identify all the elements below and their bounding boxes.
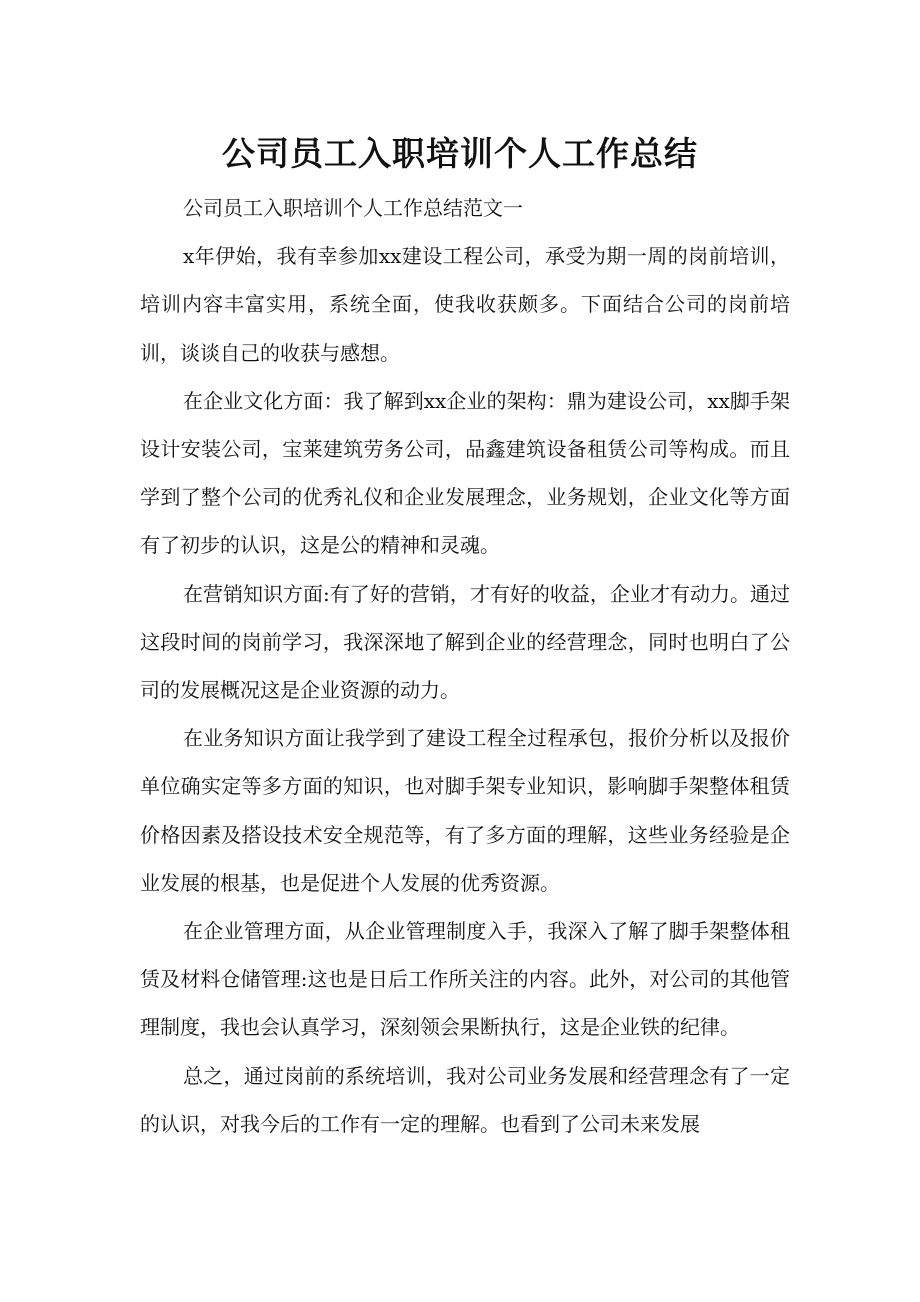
subtitle-paragraph: 公司员工入职培训个人工作总结范文一 [183,196,523,220]
document-body [140,184,790,1148]
intro-paragraph: x年伊始，我有幸参加xx建设工程公司，承受为期一周的岗前培训，培训内容丰富实用，系统全面，使我收获颇多。下面结合公司的岗前培训，谈谈自己的收获与感想。 [140,244,790,365]
culture-paragraph: 在企业文化方面：我了解到xx企业的架构：鼎为建设公司，xx脚手架设计安装公司，宝莱建筑劳务公司，品鑫建筑设备租赁公司等构成。而且学到了整个公司的优秀礼仪和企业发展理念，业务规划，企业文化等方面有了初步的认识，这是公的精神和灵魂。 [140,388,790,558]
management-paragraph: 在企业管理方面，从企业管理制度入手，我深入了解了脚手架整体租赁及材料仓储管理:这也是日后工作所关注的内容。此外，对公司的其他管理制度，我也会认真学习，深刻领会果断执行，这是企业铁的纪律。 [140,919,790,1040]
document-title: 公司员工入职培训个人工作总结 [222,134,698,173]
marketing-paragraph: 在营销知识方面:有了好的营销，才有好的收益，企业才有动力。通过这段时间的岗前学习，我深深地了解到企业的经营理念，同时也明白了公司的发展概况这是企业资源的动力。 [140,581,790,703]
summary-paragraph: 总之，通过岗前的系统培训，我对公司业务发展和经营理念有了一定的认识，对我今后的工作有一定的理解。也看到了公司未来发展 [140,1063,790,1136]
business-paragraph: 在业务知识方面让我学到了建设工程全过程承包，报价分析以及报价单位确实定等多方面的知识，也对脚手架专业知识，影响脚手架整体租赁价格因素及搭设技术安全规范等，有了多方面的理解，这些业务经验是企业发展的根基，也是促进个人发展的优秀资源。 [140,726,790,895]
